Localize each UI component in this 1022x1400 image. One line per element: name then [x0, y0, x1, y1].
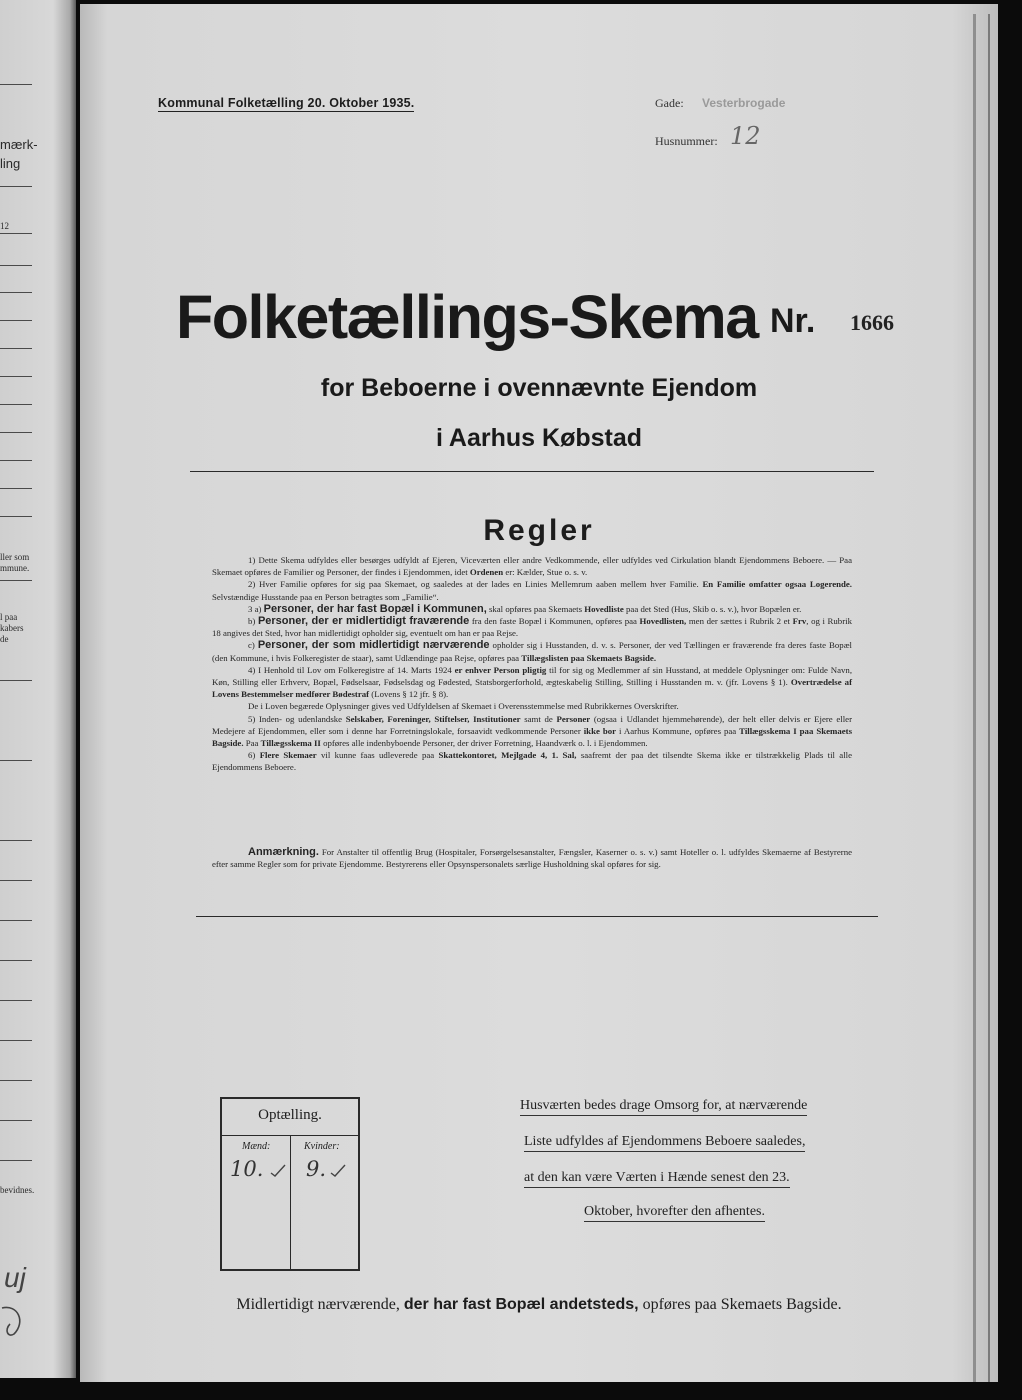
rules-divider: [196, 916, 878, 917]
left-page-rule: [0, 516, 32, 517]
left-page-fragment-text: 12: [0, 221, 9, 231]
form-subtitle: for Beboerne i ovennævnte Ejendom: [320, 374, 758, 402]
rules-heading: Regler: [483, 514, 595, 547]
rule-3a: 3 a) Personer, der har fast Bopæl i Kommunen, skal opføres paa Skemaets Hovedliste paa det Sted (Hus, Skib o. s. v.), hvor Bopælen er.: [248, 602, 802, 615]
remark-text: For Anstalter til offentlig Brug (Hospitaler, Forsørgelsesanstalter, Fængsler, Kaserner o. s. v.) samt Hoteller o. l. udfyldes Skemaerne af Bestyrerne efter samme Regler som for private Ejendomme. Bestyrerens eller Opsynspersonalets særlige Husholdning skal opføres for sig.: [212, 847, 852, 870]
left-page-rule: [0, 1000, 32, 1001]
left-page-rule: [0, 460, 32, 461]
left-page-rule: [0, 348, 32, 349]
left-page-rule: [0, 580, 32, 581]
left-page-rule: [0, 376, 32, 377]
footer-text: Midlertidigt nærværende,: [236, 1296, 400, 1313]
handwritten-mark-icon: [0, 1300, 40, 1340]
left-page-rule: [0, 1160, 32, 1161]
left-page-fragment-text: mmune.: [0, 563, 30, 573]
left-page-rule: [0, 760, 32, 761]
checkmark-icon: [270, 1163, 286, 1177]
men-count: 10.: [230, 1157, 264, 1181]
street-label: Gade:: [655, 96, 684, 110]
page-edge: [973, 14, 976, 1382]
left-page-rule: [0, 84, 32, 85]
remark-label: Anmærkning.: [248, 846, 319, 858]
instruction-line: Oktober, hvorefter den afhentes.: [584, 1204, 765, 1222]
rule-3c: c) Personer, der som midlertidigt nærværende opholder sig i Husstanden, d. v. s. Personer, der ved Tællingen er fraværende fra deres faste Bopæl (den Kommune, i hvis Folkeregister de staar), samt Udlændinge paa Rejse, opføres paa Tillægslisten paa Skemaets Bagside.: [212, 639, 853, 663]
form-municipality: i Aarhus Købstad: [435, 424, 643, 452]
instruction-line: Liste udfyldes af Ejendommens Beboere saaledes,: [524, 1134, 805, 1152]
left-page-rule: [0, 1080, 32, 1081]
rule-2: 2) Hver Familie opføres for sig paa Skemaet, og saaledes at der lades en Linies Mellemrum aaben mellem hver Familie. En Familie omfatter ogsaa Logerende. Selvstændige Husstande paa en Person betragtes som „Familie“.: [212, 579, 852, 602]
footer-note: [80, 1296, 998, 1314]
left-page-handwriting: uj: [4, 1262, 26, 1293]
instruction-line: at den kan være Værten i Hænde senest den 23.: [524, 1170, 790, 1188]
left-page-rule: [0, 292, 32, 293]
men-label: Mænd:: [242, 1141, 271, 1152]
remark: [212, 846, 852, 870]
checkmark-icon: [330, 1163, 346, 1177]
form-title: Folketællings-Skema: [176, 283, 758, 351]
house-number-value: 12: [730, 122, 761, 150]
left-page-fragment-text: ling: [0, 156, 21, 171]
left-page-rule: [0, 404, 32, 405]
left-page-rule: [0, 233, 32, 234]
census-header: Kommunal Folketælling 20. Oktober 1935.: [158, 96, 415, 110]
rules-text: [212, 554, 852, 774]
left-page-fragment: [0, 0, 76, 1378]
left-page-fragment-text: l paa: [0, 612, 18, 622]
left-page-rule: [0, 186, 32, 187]
count-box: [220, 1097, 360, 1271]
left-page-rule: [0, 880, 32, 881]
page-edge: [988, 14, 990, 1382]
women-count: 9.: [306, 1157, 327, 1181]
left-page-rule: [0, 960, 32, 961]
left-page-fragment-text: de: [0, 634, 9, 644]
left-page-rule: [0, 680, 32, 681]
count-title: Optælling.: [258, 1107, 322, 1123]
instruction-line: Husværten bedes drage Omsorg for, at nærværende: [520, 1098, 807, 1116]
left-page-fragment-text: mærk-: [0, 137, 38, 152]
left-page-fragment-text: bevidnes.: [0, 1185, 35, 1195]
left-page-fragment-text: ller som: [0, 552, 30, 562]
house-number-label: Husnummer:: [655, 134, 718, 148]
rule-6: 6) Flere Skemaer vil kunne faas udleverede paa Skattekontoret, Mejlgade 4, 1. Sal, saafremt der paa det tilsendte Skema ikke er tilstrækkelig Plads til alle Ejendommens Beboere.: [212, 750, 853, 773]
left-page-fragment-text: kabers: [0, 623, 24, 633]
street-value: Vesterbrogade: [702, 96, 786, 110]
rule-5: 5) Inden- og udenlandske Selskaber, Foreninger, Stiftelser, Institutioner samt de Personer (ogsaa i Udlandet hjemmehørende), der helt eller delvis er Ejere eller Medejere af Ejendommen, eller som i denne har Forretningslokale, forsaavidt vedkommende Personer ikke bor i Aarhus Kommune, opføres paa Tillægsskema I paa Skemaets Bagside. Paa Tillægsskema II opføres alle indenbyboende Personer, der driver Forretning, Haandværk o. l. i Ejendommen.: [212, 713, 853, 749]
left-page-rule: [0, 920, 32, 921]
rule-4-addendum: De i Loven begærede Oplysninger gives ved Udfyldelsen af Skemaet i Overensstemmelse med Rubrikkernes Overskrifter.: [248, 701, 679, 712]
form-number-label: Nr.: [770, 302, 816, 340]
left-page-rule: [0, 488, 32, 489]
left-page-rule: [0, 265, 32, 266]
form-number: 1666: [850, 310, 894, 335]
women-label: Kvinder:: [304, 1141, 340, 1152]
footer-text: opføres paa Skemaets Bagside.: [642, 1296, 842, 1313]
left-page-rule: [0, 840, 32, 841]
left-page-rule: [0, 432, 32, 433]
title-divider: [190, 471, 874, 472]
left-page-rule: [0, 1040, 32, 1041]
count-column-divider: [290, 1135, 291, 1269]
footer-emphasis: der har fast Bopæl andetsteds,: [403, 1296, 639, 1313]
rule-4: 4) I Henhold til Lov om Folkeregistre af 14. Marts 1924 er enhver Person pligtig til for sig og Medlemmer af sin Husstand, at meddele Oplysninger om: Fulde Navn, Køn, Stilling eller Erhverv, Bopæl, Fødselsaar, Fødselsdag og Fødested, Statsborgerforhold, ægteskabelig Stilling, Stilling i Husstanden m. v. (jfr. Lovens § 1). Overtrædelse af Lovens Bestemmelser medfører Bødestraf (Lovens § 12 jfr. § 8).: [212, 664, 853, 700]
left-page-rule: [0, 320, 32, 321]
left-page-rule: [0, 1120, 32, 1121]
rule-1: 1) Dette Skema udfyldes eller besørges udfyldt af Ejeren, Viceværten eller andre Vedkommende, eller udfyldes ved Cirkulation blandt Ejendommens Beboere. — Paa Skemaet opføres de Familier og Personer, der findes i Ejendommen, idet Ordenen er: Kælder, Stue o. s. v.: [212, 555, 852, 578]
census-form-page: [80, 4, 998, 1382]
rule-3b: b) Personer, der er midlertidigt fraværende fra den faste Bopæl i Kommunen, opføres paa Hovedlisten, men der sættes i Rubrik 2 et Frv, og i Rubrik 18 angives det Sted, hvor han midlertidigt opholder sig, eventuelt om han er paa Rejse.: [212, 615, 852, 639]
